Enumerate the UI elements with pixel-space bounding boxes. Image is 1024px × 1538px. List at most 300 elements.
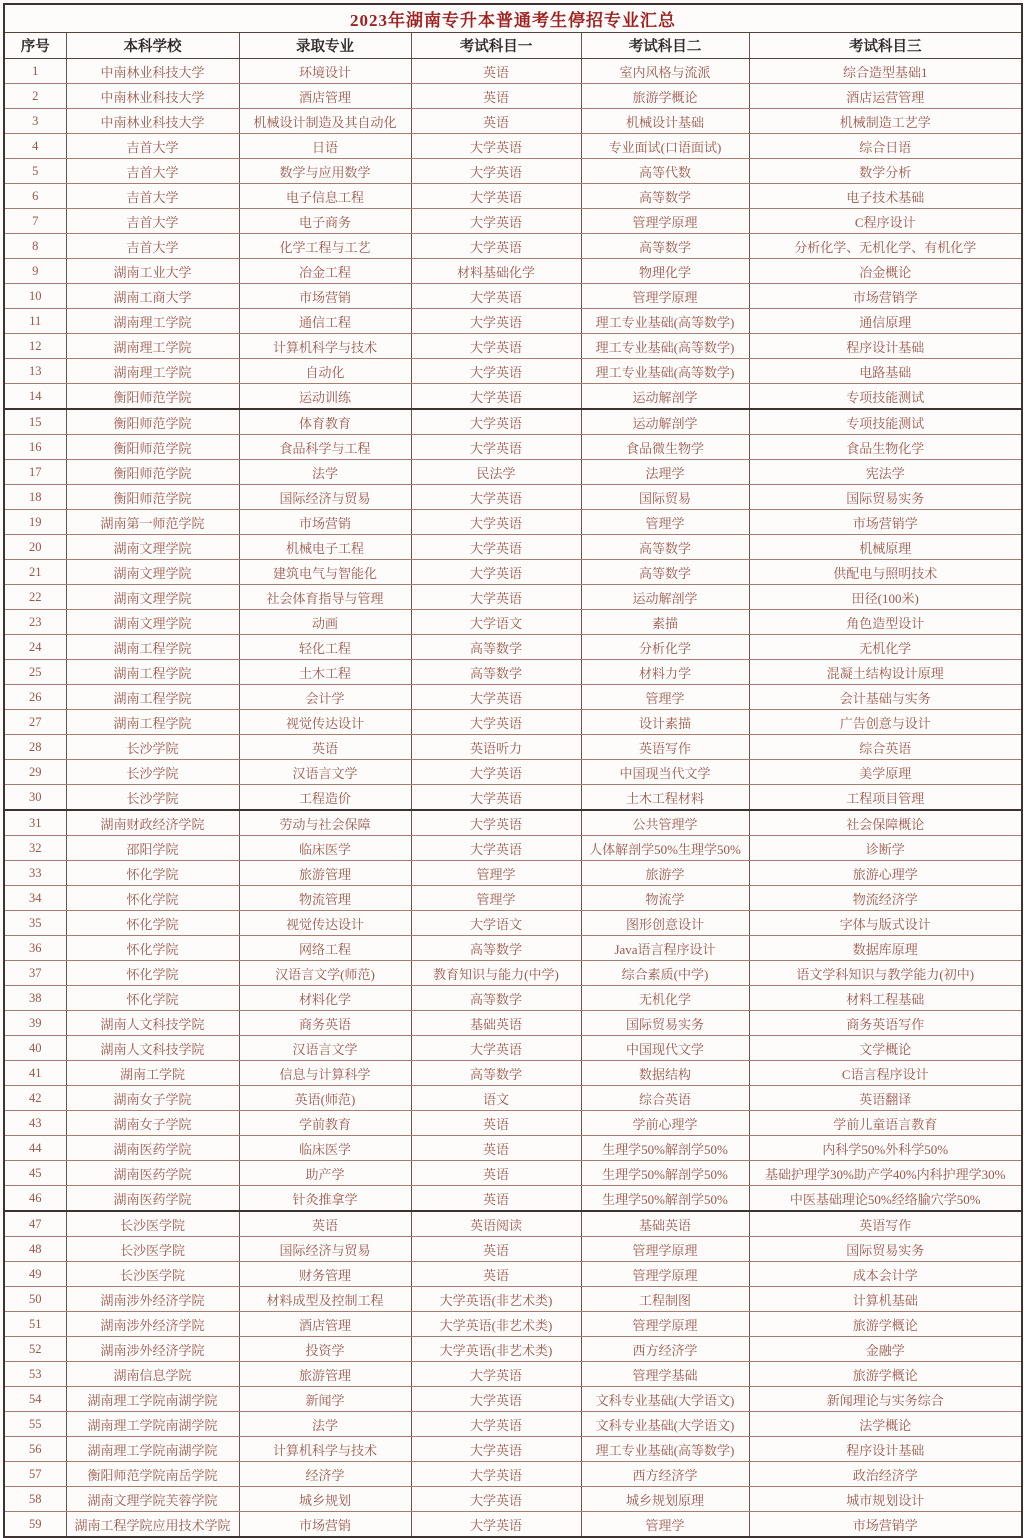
subject3-cell: 英语翻译 (749, 1086, 1022, 1111)
subject2-cell: 文科专业基础(大学语文) (581, 1387, 749, 1412)
major-cell: 社会体育指导与管理 (239, 585, 411, 610)
table-row (4, 309, 1022, 334)
school-cell: 长沙学院 (66, 785, 239, 811)
school-cell: 湖南工学院 (66, 1061, 239, 1086)
subject2-cell: 管理学原理 (581, 1262, 749, 1287)
subject3-cell: 综合英语 (749, 735, 1022, 760)
table-row (4, 209, 1022, 234)
subject2-cell: 国际贸易 (581, 485, 749, 510)
subject1-cell: 大学英语 (411, 710, 581, 735)
school-cell: 湖南医药学院 (66, 1161, 239, 1186)
column-header-index: 序号 (4, 33, 66, 59)
major-cell: 国际经济与贸易 (239, 1237, 411, 1262)
major-cell: 商务英语 (239, 1011, 411, 1036)
row-index-cell: 12 (4, 334, 66, 359)
school-cell: 衡阳师范学院 (66, 435, 239, 460)
row-index-cell: 17 (4, 460, 66, 485)
row-index-cell: 42 (4, 1086, 66, 1111)
school-cell: 湖南医药学院 (66, 1186, 239, 1212)
subject3-cell: 专项技能测试 (749, 409, 1022, 435)
subject1-cell: 大学英语(非艺术类) (411, 1312, 581, 1337)
subject1-cell: 大学英语 (411, 1036, 581, 1061)
subject2-cell: 中国现当代文学 (581, 760, 749, 785)
subject3-cell: 食品生物化学 (749, 435, 1022, 460)
subject2-cell: 管理学 (581, 1512, 749, 1538)
major-cell: 计算机科学与技术 (239, 1437, 411, 1462)
subject3-cell: 法学概论 (749, 1412, 1022, 1437)
subject1-cell: 大学英语 (411, 1387, 581, 1412)
table-row (4, 1387, 1022, 1412)
subject3-cell: 冶金概论 (749, 259, 1022, 284)
subject2-cell: 基础英语 (581, 1211, 749, 1237)
major-cell: 体育教育 (239, 409, 411, 435)
school-cell: 长沙医学院 (66, 1211, 239, 1237)
major-cell: 酒店管理 (239, 1312, 411, 1337)
table-row (4, 836, 1022, 861)
table-row (4, 1036, 1022, 1061)
table-row (4, 259, 1022, 284)
subject2-cell: 综合素质(中学) (581, 961, 749, 986)
subject2-cell: 无机化学 (581, 986, 749, 1011)
subject3-cell: 旅游学概论 (749, 1312, 1022, 1337)
major-cell: 网络工程 (239, 936, 411, 961)
subject3-cell: 字体与版式设计 (749, 911, 1022, 936)
subject3-cell: 计算机基础 (749, 1287, 1022, 1312)
subject1-cell: 英语 (411, 59, 581, 84)
school-cell: 怀化学院 (66, 886, 239, 911)
subject2-cell: 物流学 (581, 886, 749, 911)
subject2-cell: 文科专业基础(大学语文) (581, 1412, 749, 1437)
major-cell: 市场营销 (239, 1512, 411, 1538)
school-cell: 吉首大学 (66, 234, 239, 259)
major-cell: 劳动与社会保障 (239, 810, 411, 836)
row-index-cell: 3 (4, 109, 66, 134)
row-index-cell: 55 (4, 1412, 66, 1437)
subject3-cell: 程序设计基础 (749, 1437, 1022, 1462)
major-cell: 物流管理 (239, 886, 411, 911)
table-row (4, 1287, 1022, 1312)
subject1-cell: 高等数学 (411, 635, 581, 660)
school-cell: 吉首大学 (66, 159, 239, 184)
subject3-cell: 角色造型设计 (749, 610, 1022, 635)
major-cell: 汉语言文学(师范) (239, 961, 411, 986)
table-row (4, 1211, 1022, 1237)
row-index-cell: 31 (4, 810, 66, 836)
major-cell: 运动训练 (239, 384, 411, 410)
school-cell: 湖南文理学院 (66, 560, 239, 585)
subject3-cell: 综合造型基础1 (749, 59, 1022, 84)
school-cell: 湖南文理学院 (66, 535, 239, 560)
subject2-cell: 管理学原理 (581, 1237, 749, 1262)
major-cell: 动画 (239, 610, 411, 635)
subject1-cell: 英语 (411, 1186, 581, 1212)
subject1-cell: 英语 (411, 109, 581, 134)
subject2-cell: 中国现代文学 (581, 1036, 749, 1061)
table-row (4, 1437, 1022, 1462)
school-cell: 衡阳师范学院 (66, 460, 239, 485)
school-cell: 湖南工程学院应用技术学院 (66, 1512, 239, 1538)
subject2-cell: 生理学50%解剖学50% (581, 1186, 749, 1212)
subject3-cell: 材料工程基础 (749, 986, 1022, 1011)
school-cell: 湖南涉外经济学院 (66, 1312, 239, 1337)
major-cell: 电子信息工程 (239, 184, 411, 209)
row-index-cell: 47 (4, 1211, 66, 1237)
subject2-cell: 高等代数 (581, 159, 749, 184)
subject2-cell: 城乡规划原理 (581, 1487, 749, 1512)
major-cell: 法学 (239, 460, 411, 485)
school-cell: 湖南理工学院 (66, 359, 239, 384)
row-index-cell: 21 (4, 560, 66, 585)
subject1-cell: 大学英语 (411, 209, 581, 234)
table-row (4, 460, 1022, 485)
major-cell: 英语 (239, 1211, 411, 1237)
school-cell: 湖南工程学院 (66, 635, 239, 660)
table-title-row (4, 4, 1022, 33)
table-row (4, 1086, 1022, 1111)
subject1-cell: 大学英语 (411, 685, 581, 710)
subject1-cell: 大学英语 (411, 1462, 581, 1487)
row-index-cell: 46 (4, 1186, 66, 1212)
subject1-cell: 民法学 (411, 460, 581, 485)
major-cell: 学前教育 (239, 1111, 411, 1136)
major-cell: 环境设计 (239, 59, 411, 84)
school-cell: 湖南理工学院南湖学院 (66, 1412, 239, 1437)
subject1-cell: 大学语文 (411, 610, 581, 635)
school-cell: 湖南工程学院 (66, 685, 239, 710)
major-cell: 英语(师范) (239, 1086, 411, 1111)
table-row (4, 1136, 1022, 1161)
subject1-cell: 管理学 (411, 861, 581, 886)
school-cell: 湖南工业大学 (66, 259, 239, 284)
table-row (4, 685, 1022, 710)
table-row (4, 660, 1022, 685)
subject1-cell: 高等数学 (411, 660, 581, 685)
row-index-cell: 35 (4, 911, 66, 936)
subject3-cell: 社会保障概论 (749, 810, 1022, 836)
row-index-cell: 39 (4, 1011, 66, 1036)
subject1-cell: 基础英语 (411, 1011, 581, 1036)
school-cell: 湖南文理学院 (66, 610, 239, 635)
subject3-cell: 美学原理 (749, 760, 1022, 785)
row-index-cell: 13 (4, 359, 66, 384)
subject2-cell: 专业面试(口语面试) (581, 134, 749, 159)
subject2-cell: 管理学原理 (581, 1312, 749, 1337)
subject1-cell: 英语 (411, 1262, 581, 1287)
table-header-row (4, 33, 1022, 59)
major-cell: 城乡规划 (239, 1487, 411, 1512)
school-cell: 湖南人文科技学院 (66, 1011, 239, 1036)
subject3-cell: 田径(100米) (749, 585, 1022, 610)
school-cell: 湖南女子学院 (66, 1086, 239, 1111)
row-index-cell: 10 (4, 284, 66, 309)
major-cell: 材料化学 (239, 986, 411, 1011)
table-row (4, 1312, 1022, 1337)
school-cell: 吉首大学 (66, 184, 239, 209)
subject3-cell: 会计基础与实务 (749, 685, 1022, 710)
subject1-cell: 大学英语 (411, 760, 581, 785)
subject3-cell: 文学概论 (749, 1036, 1022, 1061)
subject3-cell: 专项技能测试 (749, 384, 1022, 410)
subject1-cell: 大学英语(非艺术类) (411, 1287, 581, 1312)
table-row (4, 710, 1022, 735)
major-cell: 计算机科学与技术 (239, 334, 411, 359)
school-cell: 怀化学院 (66, 911, 239, 936)
subject2-cell: 西方经济学 (581, 1462, 749, 1487)
subject2-cell: 素描 (581, 610, 749, 635)
major-cell: 投资学 (239, 1337, 411, 1362)
subject2-cell: 生理学50%解剖学50% (581, 1136, 749, 1161)
major-cell: 自动化 (239, 359, 411, 384)
school-cell: 湖南理工学院 (66, 334, 239, 359)
school-cell: 湖南医药学院 (66, 1136, 239, 1161)
row-index-cell: 7 (4, 209, 66, 234)
subject1-cell: 语文 (411, 1086, 581, 1111)
subject1-cell: 英语听力 (411, 735, 581, 760)
subject2-cell: 公共管理学 (581, 810, 749, 836)
subject3-cell: 中医基础理论50%经络腧穴学50% (749, 1186, 1022, 1212)
subject1-cell: 英语阅读 (411, 1211, 581, 1237)
subject3-cell: 市场营销学 (749, 284, 1022, 309)
row-index-cell: 23 (4, 610, 66, 635)
subject1-cell: 大学英语 (411, 810, 581, 836)
subject2-cell: 材料力学 (581, 660, 749, 685)
major-cell: 汉语言文学 (239, 760, 411, 785)
major-cell: 数学与应用数学 (239, 159, 411, 184)
row-index-cell: 58 (4, 1487, 66, 1512)
subject3-cell: 学前儿童语言教育 (749, 1111, 1022, 1136)
subject1-cell: 高等数学 (411, 936, 581, 961)
major-cell: 英语 (239, 735, 411, 760)
school-cell: 湖南工商大学 (66, 284, 239, 309)
subject3-cell: 成本会计学 (749, 1262, 1022, 1287)
row-index-cell: 14 (4, 384, 66, 410)
school-cell: 长沙医学院 (66, 1237, 239, 1262)
major-cell: 日语 (239, 134, 411, 159)
table-row (4, 585, 1022, 610)
subject2-cell: 法理学 (581, 460, 749, 485)
table-row (4, 1337, 1022, 1362)
row-index-cell: 45 (4, 1161, 66, 1186)
row-index-cell: 20 (4, 535, 66, 560)
major-cell: 助产学 (239, 1161, 411, 1186)
subject2-cell: 旅游学概论 (581, 84, 749, 109)
school-cell: 长沙学院 (66, 760, 239, 785)
subject1-cell: 大学英语 (411, 1412, 581, 1437)
subject1-cell: 大学英语 (411, 485, 581, 510)
major-cell: 土木工程 (239, 660, 411, 685)
row-index-cell: 34 (4, 886, 66, 911)
subject3-cell: 旅游学概论 (749, 1362, 1022, 1387)
subject1-cell: 英语 (411, 1111, 581, 1136)
subject1-cell: 高等数学 (411, 986, 581, 1011)
subject1-cell: 大学英语 (411, 309, 581, 334)
subject3-cell: 物流经济学 (749, 886, 1022, 911)
table-row (4, 936, 1022, 961)
subject1-cell: 大学语文 (411, 911, 581, 936)
subject2-cell: Java语言程序设计 (581, 936, 749, 961)
subject1-cell: 大学英语 (411, 1362, 581, 1387)
table-row (4, 610, 1022, 635)
row-index-cell: 26 (4, 685, 66, 710)
table-row (4, 1237, 1022, 1262)
school-cell: 长沙医学院 (66, 1262, 239, 1287)
major-cell: 通信工程 (239, 309, 411, 334)
major-cell: 视觉传达设计 (239, 710, 411, 735)
subject3-cell: 酒店运营管理 (749, 84, 1022, 109)
subject1-cell: 大学英语 (411, 1437, 581, 1462)
row-index-cell: 40 (4, 1036, 66, 1061)
row-index-cell: 54 (4, 1387, 66, 1412)
major-cell: 电子商务 (239, 209, 411, 234)
school-cell: 吉首大学 (66, 209, 239, 234)
table-row (4, 1462, 1022, 1487)
subject1-cell: 英语 (411, 1161, 581, 1186)
major-cell: 旅游管理 (239, 1362, 411, 1387)
table-row (4, 184, 1022, 209)
row-index-cell: 59 (4, 1512, 66, 1538)
subject3-cell: 旅游心理学 (749, 861, 1022, 886)
major-cell: 市场营销 (239, 510, 411, 535)
row-index-cell: 25 (4, 660, 66, 685)
row-index-cell: 52 (4, 1337, 66, 1362)
school-cell: 湖南女子学院 (66, 1111, 239, 1136)
table-row (4, 1512, 1022, 1538)
table-row (4, 84, 1022, 109)
subject3-cell: 电路基础 (749, 359, 1022, 384)
subject2-cell: 理工专业基础(高等数学) (581, 334, 749, 359)
row-index-cell: 2 (4, 84, 66, 109)
subject3-cell: 混凝土结构设计原理 (749, 660, 1022, 685)
subject1-cell: 大学英语 (411, 134, 581, 159)
subject1-cell: 大学英语 (411, 435, 581, 460)
subject1-cell: 大学英语 (411, 1512, 581, 1538)
subject3-cell: 新闻理论与实务综合 (749, 1387, 1022, 1412)
table-row (4, 409, 1022, 435)
subject3-cell: 诊断学 (749, 836, 1022, 861)
table-row (4, 635, 1022, 660)
major-cell: 临床医学 (239, 1136, 411, 1161)
table-row (4, 1262, 1022, 1287)
table-row (4, 1412, 1022, 1437)
major-cell: 经济学 (239, 1462, 411, 1487)
page-title: 2023年湖南专升本普通考生停招专业汇总 (4, 4, 1022, 33)
table-row (4, 234, 1022, 259)
table-row (4, 384, 1022, 410)
table-row (4, 485, 1022, 510)
school-cell: 衡阳师范学院 (66, 384, 239, 410)
subject1-cell: 英语 (411, 1136, 581, 1161)
table-row (4, 1487, 1022, 1512)
subject1-cell: 大学英语 (411, 159, 581, 184)
school-cell: 长沙学院 (66, 735, 239, 760)
major-cell: 机械设计制造及其自动化 (239, 109, 411, 134)
subject2-cell: 室内风格与流派 (581, 59, 749, 84)
school-cell: 湖南涉外经济学院 (66, 1337, 239, 1362)
table-row (4, 560, 1022, 585)
subject1-cell: 英语 (411, 84, 581, 109)
major-cell: 食品科学与工程 (239, 435, 411, 460)
column-header-school: 本科学校 (66, 33, 239, 59)
subject1-cell: 大学英语 (411, 1487, 581, 1512)
subject3-cell: 市场营销学 (749, 510, 1022, 535)
column-header-subject1: 考试科目一 (411, 33, 581, 59)
subject1-cell: 大学英语 (411, 510, 581, 535)
subject3-cell: 语文学科知识与教学能力(初中) (749, 961, 1022, 986)
subject3-cell: 政治经济学 (749, 1462, 1022, 1487)
column-header-major: 录取专业 (239, 33, 411, 59)
school-cell: 湖南信息学院 (66, 1362, 239, 1387)
subject3-cell: 数学分析 (749, 159, 1022, 184)
table-row (4, 1111, 1022, 1136)
table-row (4, 1161, 1022, 1186)
row-index-cell: 57 (4, 1462, 66, 1487)
school-cell: 中南林业科技大学 (66, 84, 239, 109)
school-cell: 怀化学院 (66, 961, 239, 986)
school-cell: 衡阳师范学院 (66, 485, 239, 510)
table-row (4, 109, 1022, 134)
school-cell: 中南林业科技大学 (66, 59, 239, 84)
major-cell: 国际经济与贸易 (239, 485, 411, 510)
column-header-subject2: 考试科目二 (581, 33, 749, 59)
table-row (4, 1011, 1022, 1036)
subject1-cell: 大学英语 (411, 836, 581, 861)
subject1-cell: 大学英语 (411, 234, 581, 259)
subject1-cell: 教育知识与能力(中学) (411, 961, 581, 986)
school-cell: 吉首大学 (66, 134, 239, 159)
row-index-cell: 43 (4, 1111, 66, 1136)
table-row (4, 159, 1022, 184)
subject2-cell: 西方经济学 (581, 1337, 749, 1362)
row-index-cell: 29 (4, 760, 66, 785)
table-row (4, 886, 1022, 911)
subject3-cell: 国际贸易实务 (749, 485, 1022, 510)
row-index-cell: 36 (4, 936, 66, 961)
subject1-cell: 大学英语 (411, 284, 581, 309)
row-index-cell: 30 (4, 785, 66, 811)
subject3-cell: 供配电与照明技术 (749, 560, 1022, 585)
subject2-cell: 旅游学 (581, 861, 749, 886)
row-index-cell: 33 (4, 861, 66, 886)
subject2-cell: 数据结构 (581, 1061, 749, 1086)
subject3-cell: 商务英语写作 (749, 1011, 1022, 1036)
subject3-cell: 程序设计基础 (749, 334, 1022, 359)
subject2-cell: 食品微生物学 (581, 435, 749, 460)
subject2-cell: 高等数学 (581, 560, 749, 585)
subject1-cell: 大学英语 (411, 184, 581, 209)
table-row (4, 435, 1022, 460)
subject2-cell: 图形创意设计 (581, 911, 749, 936)
row-index-cell: 38 (4, 986, 66, 1011)
row-index-cell: 56 (4, 1437, 66, 1462)
subject2-cell: 管理学基础 (581, 1362, 749, 1387)
row-index-cell: 8 (4, 234, 66, 259)
subject2-cell: 分析化学 (581, 635, 749, 660)
major-cell: 财务管理 (239, 1262, 411, 1287)
subject3-cell: 工程项目管理 (749, 785, 1022, 811)
school-cell: 湖南理工学院南湖学院 (66, 1437, 239, 1462)
subject3-cell: 电子技术基础 (749, 184, 1022, 209)
major-cell: 新闻学 (239, 1387, 411, 1412)
subject2-cell: 运动解剖学 (581, 384, 749, 410)
school-cell: 衡阳师范学院南岳学院 (66, 1462, 239, 1487)
major-cell: 工程造价 (239, 785, 411, 811)
subject3-cell: 机械原理 (749, 535, 1022, 560)
row-index-cell: 48 (4, 1237, 66, 1262)
school-cell: 湖南文理学院 (66, 585, 239, 610)
row-index-cell: 15 (4, 409, 66, 435)
subject2-cell: 管理学 (581, 685, 749, 710)
subject2-cell: 人体解剖学50%生理学50% (581, 836, 749, 861)
